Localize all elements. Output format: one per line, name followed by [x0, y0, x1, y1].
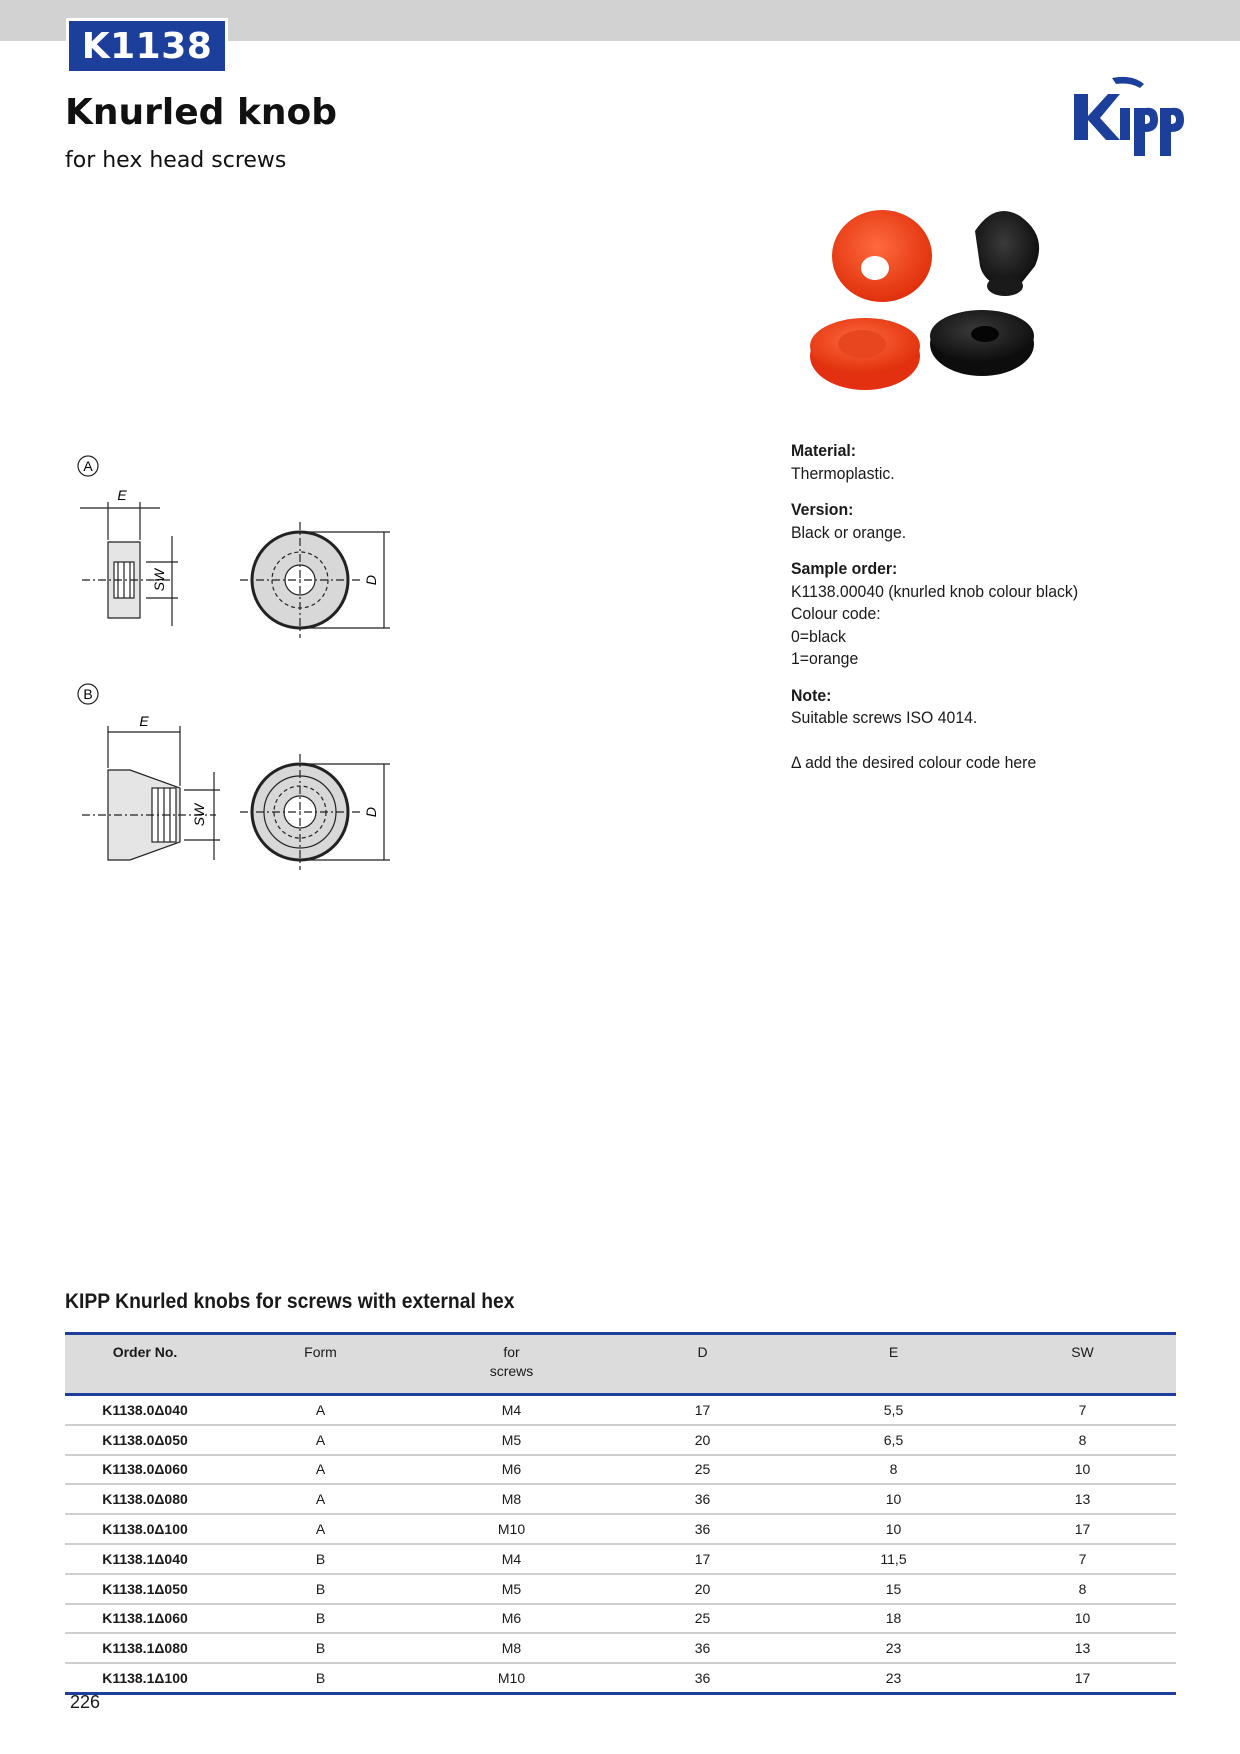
cell-d: 25 [694, 1461, 711, 1478]
cell-form: B [315, 1670, 326, 1687]
cell-order-no: K1138.0Δ040 [102, 1401, 188, 1418]
black-knob-b-photo [975, 211, 1039, 296]
cell-form: B [315, 1580, 326, 1597]
header-order-no: Order No. [112, 1344, 178, 1360]
cell-d: 17 [694, 1401, 711, 1418]
form-b-side-view [82, 726, 220, 860]
orange-knob-a-photo [810, 318, 920, 390]
cell-order-no: K1138.0Δ060 [102, 1461, 188, 1478]
cell-e: 15 [885, 1580, 902, 1597]
cell-for-screws: M8 [501, 1491, 522, 1508]
version-block [791, 499, 1182, 544]
note-block [791, 685, 1182, 775]
cell-for-screws: M5 [501, 1580, 522, 1597]
cell-e: 6,5 [883, 1431, 904, 1448]
cell-d: 17 [694, 1550, 711, 1567]
delta-note: Δ add the desired colour code here [791, 752, 1037, 772]
cell-sw: 17 [1074, 1670, 1091, 1687]
product-photo [780, 196, 1080, 416]
cell-for-screws: M10 [497, 1521, 526, 1538]
cell-d: 20 [694, 1580, 711, 1597]
header-d: D [697, 1344, 708, 1360]
sample-order-line: 0=black [791, 626, 846, 646]
orange-knob-b-photo [832, 210, 932, 302]
note-text: Suitable screws ISO 4014. [791, 708, 978, 727]
form-a-dim-d: D [363, 574, 379, 586]
product-code: K1138 [69, 21, 225, 71]
cell-for-screws: M6 [501, 1610, 522, 1627]
table-row [65, 1605, 1176, 1635]
form-b-dim-d: D [363, 806, 379, 818]
sample-order-line: 1=orange [791, 649, 859, 668]
cell-sw: 17 [1074, 1521, 1091, 1538]
form-a-dim-sw: SW [151, 568, 167, 592]
cell-sw: 10 [1074, 1610, 1091, 1627]
table-title: KIPP Knurled knobs for screws with external hex [65, 1290, 515, 1313]
cell-sw: 10 [1074, 1461, 1091, 1478]
cell-form: B [315, 1550, 326, 1567]
cell-order-no: K1138.0Δ080 [102, 1491, 188, 1508]
cell-sw: 7 [1078, 1550, 1087, 1567]
cell-sw: 8 [1078, 1580, 1087, 1597]
sample-order-line: Colour code: [791, 604, 881, 623]
sample-order-line: K1138.00040 (knurled knob colour black) [791, 581, 1079, 601]
cell-e: 11,5 [880, 1550, 907, 1567]
cell-d: 20 [694, 1431, 711, 1448]
cell-form: A [315, 1521, 326, 1538]
table-row [65, 1396, 1176, 1426]
cell-e: 10 [885, 1521, 902, 1538]
material-block [791, 440, 1182, 485]
header-for-screws [416, 1335, 607, 1393]
kipp-logo [1072, 72, 1187, 162]
page-subtitle: for hex head screws [65, 148, 287, 173]
cell-d: 36 [694, 1670, 711, 1687]
material-text: Thermoplastic. [791, 463, 895, 483]
cell-d: 36 [694, 1640, 711, 1657]
cell-e: 23 [885, 1670, 902, 1687]
cell-for-screws: M10 [497, 1670, 526, 1687]
form-a-label: A [83, 458, 93, 474]
table-row [65, 1456, 1176, 1486]
cell-order-no: K1138.1Δ040 [102, 1550, 188, 1567]
cell-sw: 13 [1074, 1491, 1091, 1508]
table-row [65, 1426, 1176, 1456]
table-row [65, 1575, 1176, 1605]
form-b-label: B [83, 686, 93, 702]
cell-e: 10 [885, 1491, 902, 1508]
cell-order-no: K1138.0Δ050 [102, 1431, 188, 1448]
form-a-side-view [80, 502, 178, 626]
header-screws: screws [489, 1363, 534, 1379]
cell-order-no: K1138.0Δ100 [102, 1521, 188, 1538]
cell-d: 36 [694, 1521, 711, 1538]
cell-sw: 8 [1078, 1431, 1087, 1448]
cell-for-screws: M4 [501, 1550, 522, 1567]
cell-order-no: K1138.1Δ100 [102, 1670, 188, 1687]
cell-sw: 13 [1074, 1640, 1091, 1657]
table-row [65, 1545, 1176, 1575]
version-text: Black or orange. [791, 522, 907, 542]
header-form: Form [304, 1344, 337, 1360]
form-b-dim-e: E [139, 713, 149, 729]
sample-order-block [791, 558, 1182, 671]
sample-order-label: Sample order: [791, 559, 898, 578]
cell-form: A [315, 1491, 326, 1508]
table-row [65, 1634, 1176, 1664]
cell-for-screws: M8 [501, 1640, 522, 1657]
cell-form: B [315, 1640, 326, 1657]
cell-order-no: K1138.1Δ080 [102, 1640, 188, 1657]
cell-order-no: K1138.1Δ050 [102, 1580, 188, 1597]
product-code-tab [66, 18, 228, 74]
note-label: Note: [791, 685, 832, 705]
cell-for-screws: M6 [501, 1461, 522, 1478]
cell-form: A [315, 1461, 326, 1478]
cell-e: 18 [885, 1610, 902, 1627]
cell-e: 23 [885, 1640, 902, 1657]
cell-form: A [315, 1401, 326, 1418]
table-row [65, 1515, 1176, 1545]
cell-sw: 7 [1078, 1401, 1087, 1418]
cell-form: B [315, 1610, 326, 1627]
material-label: Material: [791, 441, 857, 460]
table-row [65, 1485, 1176, 1515]
table-row [65, 1664, 1176, 1695]
header-sw: SW [1071, 1344, 1094, 1360]
cell-e: 8 [889, 1461, 898, 1478]
product-table [65, 1332, 1176, 1695]
header-for: for [503, 1344, 520, 1360]
cell-for-screws: M4 [501, 1401, 522, 1418]
header-e: E [888, 1344, 899, 1360]
black-knob-a-photo [930, 310, 1034, 376]
form-b-dim-sw: SW [191, 803, 207, 827]
form-a-dim-e: E [117, 487, 127, 503]
cell-e: 5,5 [883, 1401, 904, 1418]
page-number: 226 [70, 1692, 101, 1712]
cell-d: 25 [694, 1610, 711, 1627]
product-info [791, 440, 1182, 788]
cell-order-no: K1138.1Δ060 [102, 1610, 188, 1627]
table-header [65, 1332, 1176, 1396]
technical-drawing [60, 450, 420, 880]
cell-for-screws: M5 [501, 1431, 522, 1448]
table-body [65, 1396, 1176, 1695]
cell-d: 36 [694, 1491, 711, 1508]
cell-form: A [315, 1431, 326, 1448]
page-title: Knurled knob [65, 92, 338, 133]
version-label: Version: [791, 500, 854, 519]
